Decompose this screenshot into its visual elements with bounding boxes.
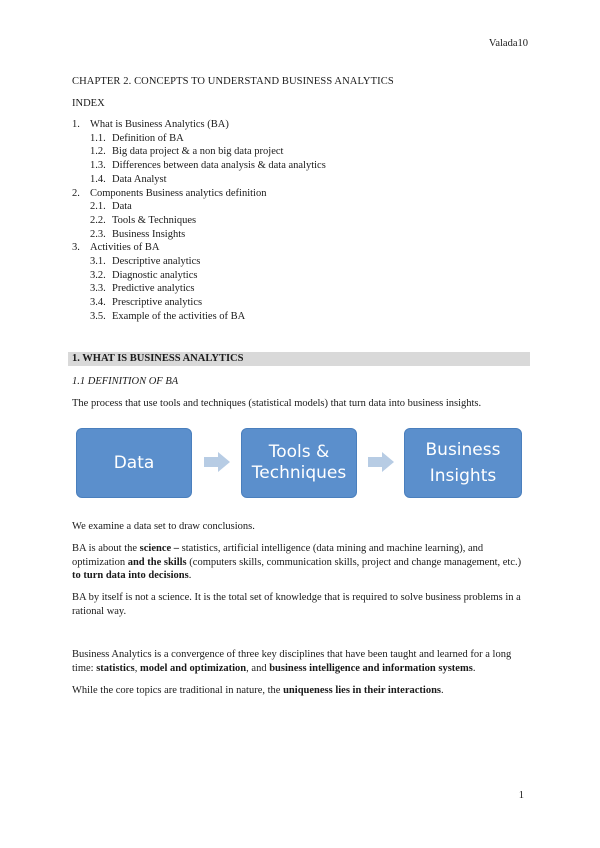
toc-item-label: Differences between data analysis & data analytics [112,160,326,172]
paragraph-ba-science [72,542,532,583]
toc-item-number: 3.4. [90,297,106,309]
toc-item [72,132,326,146]
bold-span: and the skills [127,556,187,568]
bold-span: model and optimization [139,662,247,674]
toc-item [72,269,326,283]
toc-item [72,255,326,269]
toc-item [72,241,326,255]
text-span: . [441,685,444,696]
paragraph-examine: We examine a data set to draw conclusions. [72,521,255,532]
toc-item-label: Data Analyst [112,173,167,185]
subsection-title: 1.1 DEFINITION OF BA [72,376,179,387]
toc-item-label: Definition of BA [112,132,184,144]
toc-item-label: Big data project & a non big data project [112,146,284,158]
flow-box-data-label: Data [113,453,155,473]
toc-item [72,228,326,242]
toc-item-number: 3.2. [90,269,106,281]
toc-item-label: Diagnostic analytics [112,269,198,281]
flow-box-tools-line2: Techniques [251,463,347,483]
toc-item-label: Predictive analytics [112,283,195,295]
table-of-contents [72,118,326,324]
toc-item [72,145,326,159]
text-span: , and [246,662,270,674]
toc-item-number: 3.3. [90,283,106,295]
toc-item-number: 3. [72,242,80,254]
toc-item-label: Business Insights [112,228,186,240]
bold-span: to turn data into decisions [72,570,189,582]
toc-item-number: 3.5. [90,310,106,322]
toc-item [72,282,326,296]
text-span: , [134,662,140,674]
bold-span: uniqueness lies in their interactions [283,685,441,696]
toc-item-number: 2. [72,187,80,199]
page-number: 1 [518,790,524,801]
toc-item [72,118,326,132]
toc-item-number: 3.1. [90,256,106,268]
bold-span: business intelligence and information systems [269,662,473,674]
toc-item-number: 1.4. [90,173,106,185]
text-span: . [472,662,476,674]
toc-item-number: 1.1. [90,132,106,144]
toc-item-label: Tools & Techniques [112,214,197,226]
flow-box-tools [241,428,357,498]
toc-item-number: 2.3. [90,228,106,240]
flow-arrow-icon [204,452,230,472]
chapter-title: CHAPTER 2. CONCEPTS TO UNDERSTAND BUSINESS ANALYTICS [72,76,394,87]
toc-item [72,310,326,324]
toc-item-number: 1.3. [90,160,106,172]
toc-item-label: Components Business analytics definition [90,187,267,199]
toc-item [72,187,326,201]
toc-item [72,200,326,214]
toc-item-label: Activities of BA [90,242,160,254]
toc-item-label: Prescriptive analytics [112,297,203,309]
text-span: . [188,570,192,582]
flow-arrow-icon [368,452,394,472]
paragraph-not-science: BA by itself is not a science. It is the total set of knowledge that is required to solve business problems in a rational way. [72,592,521,617]
flow-box-tools-line1: Tools & [268,442,330,462]
bold-span: science – [139,543,180,554]
page-header-author: Valada10 [488,38,528,49]
toc-item [72,159,326,173]
text-span: Business Analytics is a convergence of three key disciplines that have been taught and learned for a long time: [72,649,512,674]
toc-item-number: 1.2. [90,146,106,158]
toc-item-label: Descriptive analytics [112,256,201,268]
text-span: BA is about the [72,543,140,554]
toc-item-number: 2.2. [90,214,106,226]
bold-span: statistics [96,662,135,674]
text-span: While the core topics are traditional in nature, the [72,685,284,696]
definition-paragraph: The process that use tools and techniques (statistical models) that turn data into business insights. [72,398,482,409]
toc-item-label: Data [112,201,132,213]
paragraph-convergence [72,648,532,675]
toc-item-number: 1. [72,119,80,130]
toc-item [72,296,326,310]
paragraph-uniqueness [72,684,532,698]
text-span: statistics, artificial intelligence (data mining and machine learning), and optimization [72,543,484,568]
index-heading: INDEX [72,98,105,109]
flow-box-data [76,428,192,498]
text-span: (computers skills, communication skills, project and change management, etc.) [186,556,522,568]
section-title: 1. WHAT IS BUSINESS ANALYTICS [72,353,244,364]
toc-item [72,214,326,228]
toc-item-number: 2.1. [90,201,106,213]
flow-box-insights-line1: Business [425,440,501,460]
toc-item-label: Example of the activities of BA [112,310,246,322]
flow-box-insights [404,428,522,498]
toc-item [72,173,326,187]
flow-box-insights-line2: Insights [429,466,497,486]
toc-item-label: What is Business Analytics (BA) [90,119,229,130]
process-flow-diagram [76,428,522,498]
